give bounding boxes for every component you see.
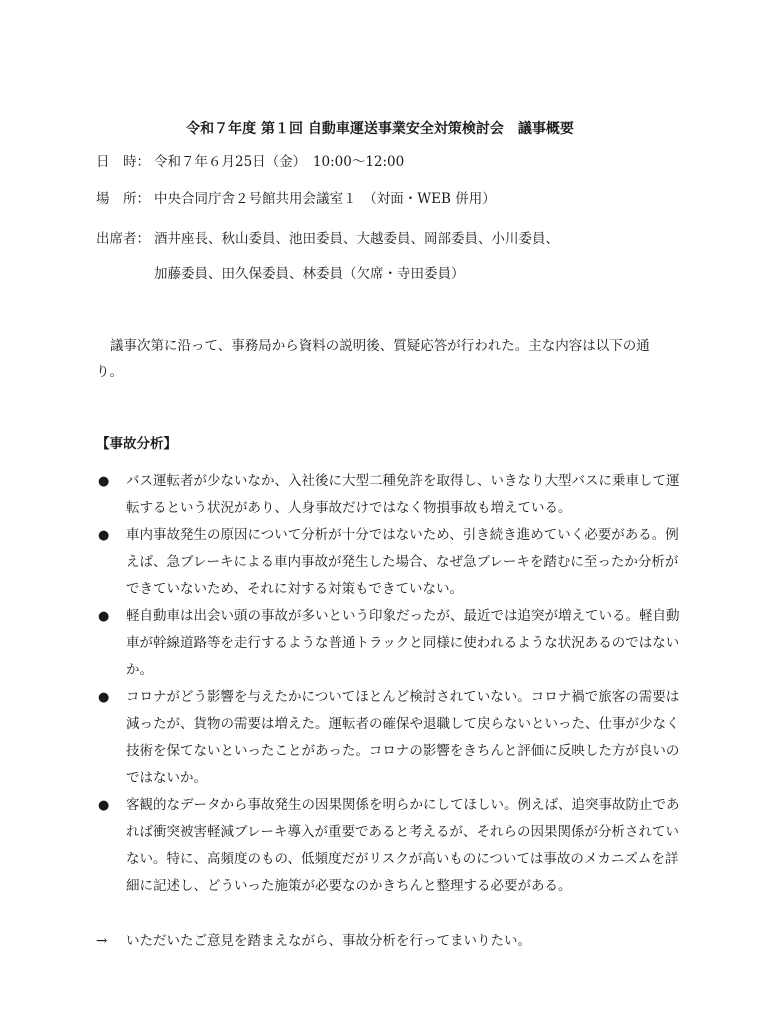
arrow-icon: →: [96, 933, 108, 949]
list-item-text: バス運転者が少ないなか、入社後に大型二種免許を取得し、いきなり大型バスに乗車して運転するという状況があり、人身事故だけではなく物損事故も増えている。: [126, 473, 680, 516]
list-item-text: 軽自動車は出会い頭の事故が多いという印象だったが、最近では追突が増えている。軽自動車が幹線道路等を走行するような普通トラックと同様に使われるような状況あるのではないか。: [126, 608, 680, 678]
bullet-icon: ●: [98, 474, 110, 489]
place-value: 中央合同庁舎２号館共用会議室１ （対面・WEB 併用）: [154, 191, 496, 207]
attendees-line-1: 酒井座長、秋山委員、池田委員、大越委員、岡部委員、小川委員、: [154, 231, 559, 247]
conclusion: [96, 928, 716, 954]
list-item: [96, 468, 686, 522]
attendees-continued: [154, 262, 465, 282]
place-label: 場 所：: [96, 191, 150, 207]
meeting-place: [96, 187, 496, 207]
intro-paragraph: 議事次第に沿って、事務局から資料の説明後、質疑応答が行われた。主な内容は以下の通り。: [96, 338, 650, 380]
list-item-text: 車内事故発生の原因について分析が十分ではないため、引き続き進めていく必要がある。例えば、急ブレーキによる車内事故が発生した場合、なぜ急ブレーキを踏むに至ったか分析ができていないため、それに対する対策もできていない。: [126, 527, 679, 597]
attendees-line-2: 加藤委員、田久保委員、林委員（欠席・寺田委員）: [154, 266, 465, 282]
bullet-icon: ●: [98, 609, 110, 624]
list-item: [96, 603, 686, 684]
section-heading: 【事故分析】: [96, 436, 177, 452]
meeting-date: [96, 150, 404, 170]
list-item: [96, 522, 686, 603]
bullet-icon: ●: [98, 798, 110, 813]
conclusion-text: いただいたご意見を踏まえながら、事故分析を行ってまいりたい。: [126, 933, 531, 949]
date-label: 日 時：: [96, 154, 150, 170]
bullet-icon: ●: [98, 528, 110, 543]
bullet-icon: ●: [98, 690, 110, 705]
attendees-label: 出席者：: [96, 231, 150, 247]
list-item: [96, 792, 686, 900]
list-item-text: コロナがどう影響を与えたかについてほとんど検討されていない。コロナ禍で旅客の需要は減ったが、貨物の需要は増えた。運転者の確保や退職して戻らないといった、仕事が少なく技術を保てないといったことがあった。コロナの影響をきちんと評価に反映した方が良いのではないか。: [126, 689, 680, 786]
page-title: 令和７年度 第１回 自動車運送事業安全対策検討会 議事概要: [186, 121, 574, 137]
list-item: [96, 684, 686, 792]
date-value: 令和７年６月25日（金） 10:00～12:00: [154, 154, 405, 170]
list-item-text: 客観的なデータから事故発生の因果関係を明らかにしてほしい。例えば、追突事故防止であれば衝突被害軽減ブレーキ導入が重要であると考えるが、それらの因果関係が分析されていない。特に、高頻度のもの、低頻度だがリスクが高いものについては事故のメカニズムを詳細に記述し、どういった施策が必要なのかきちんと整理する必要がある。: [126, 797, 680, 894]
meeting-attendees: [96, 227, 559, 247]
bullet-list: [96, 468, 686, 900]
